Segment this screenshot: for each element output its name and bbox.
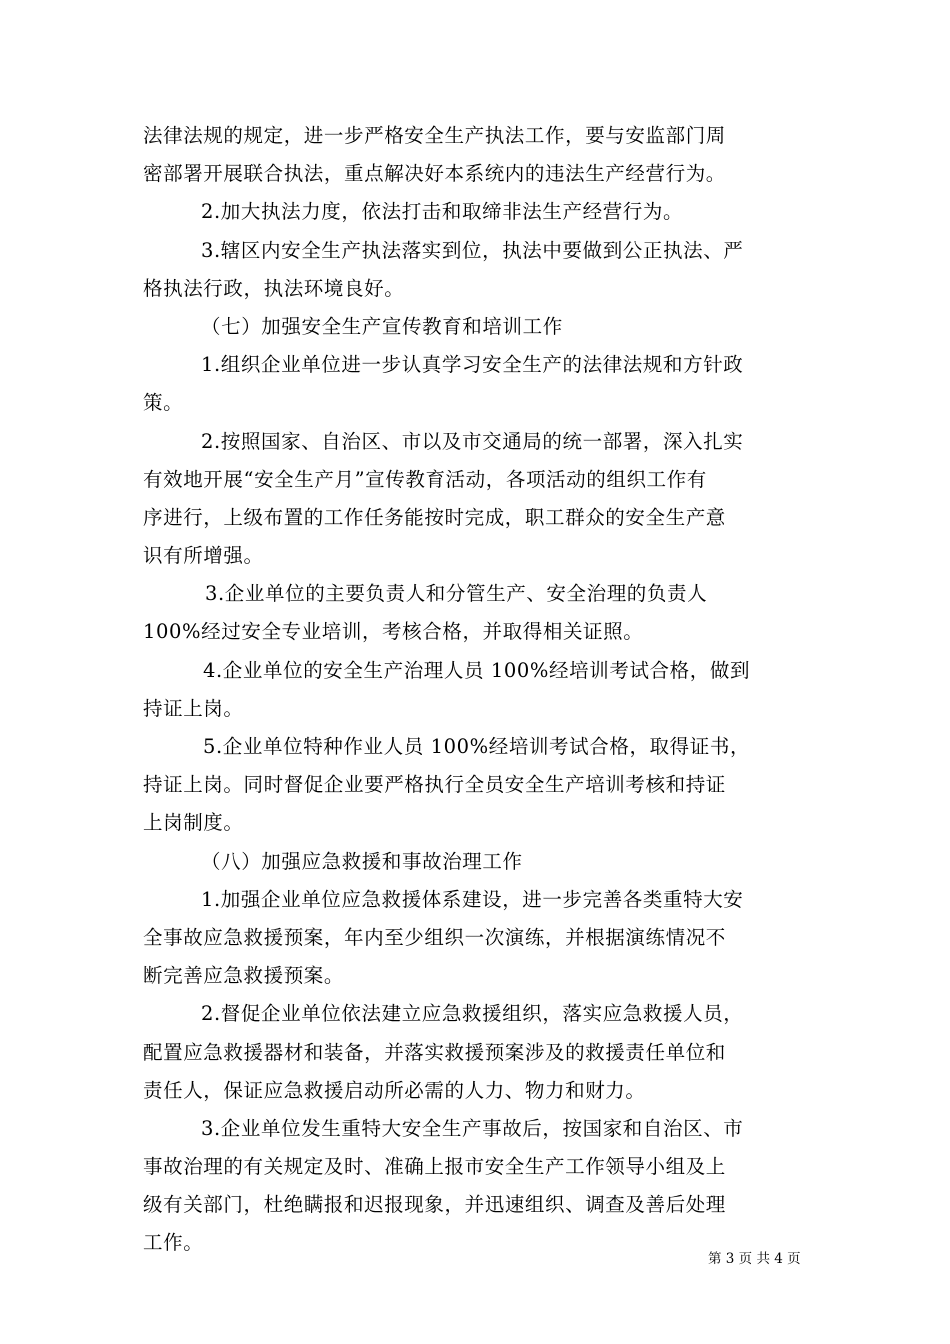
text-line: 4.企业单位的安全生产治理人员 100%经培训考试合格，做到 (203, 658, 751, 682)
text-line: 格执法行政，执法环境良好。 (143, 276, 405, 300)
text-line: 法律法规的规定，进一步严格安全生产执法工作，要与安监部门周 (143, 124, 726, 147)
text-line: 2.加大执法力度，依法打击和取缔非法生产经营行为。 (201, 200, 684, 224)
text-line: 3.企业单位的主要负责人和分管生产、安全治理的负责人 (205, 582, 708, 606)
page-number: 第 3 页 共 4 页 (708, 1251, 801, 1267)
text-line: 级有关部门，杜绝瞒报和迟报现象，并迅速组织、调查及善后处理 (143, 1193, 726, 1217)
text-line: 1.加强企业单位应急救援体系建设，进一步完善各类重特大安 (201, 887, 744, 911)
text-line: 工作。 (143, 1231, 204, 1255)
text-line: 3.辖区内安全生产执法落实到位，执法中要做到公正执法、严 (201, 238, 744, 262)
section-heading: （八）加强应急救援和事故治理工作 (201, 849, 523, 873)
text-line: 有效地开展“安全生产月”宣传教育活动，各项活动的组织工作有 (143, 467, 707, 491)
body-text (143, 117, 808, 1263)
text-line: 识有所增强。 (143, 544, 264, 568)
text-line: 1.组织企业单位进一步认真学习安全生产的法律法规和方针政 (201, 353, 744, 377)
text-line: 5.企业单位特种作业人员 100%经培训考试合格，取得证书， (203, 735, 751, 758)
text-line: 2.督促企业单位依法建立应急救援组织，落实应急救援人员， (201, 1002, 744, 1026)
text-line: 3.企业单位发生重特大安全生产事故后，按国家和自治区、市 (201, 1116, 744, 1140)
text-line: 配置应急救援器材和装备，并落实救援预案涉及的救援责任单位和 (143, 1040, 726, 1064)
text-line: 上岗制度。 (143, 811, 244, 835)
text-line: 密部署开展联合执法，重点解决好本系统内的违法生产经营行为。 (143, 162, 726, 186)
text-line: 断完善应急救援预案。 (143, 964, 345, 988)
text-line: 2.按照国家、自治区、市以及市交通局的统一部署，深入扎实 (201, 429, 744, 453)
text-line: 持证上岗。 (143, 696, 244, 720)
text-line: 序进行，上级布置的工作任务能按时完成，职工群众的安全生产意 (143, 505, 726, 529)
text-line: 策。 (143, 391, 184, 415)
text-line: 责任人，保证应急救援启动所必需的人力、物力和财力。 (143, 1078, 646, 1102)
text-line: 全事故应急救援预案，年内至少组织一次演练，并根据演练情况不 (143, 925, 726, 949)
text-line: 持证上岗。同时督促企业要严格执行全员安全生产培训考核和持证 (143, 773, 726, 797)
text-line: 100%经过安全专业培训，考核合格，并取得相关证照。 (143, 620, 644, 644)
section-heading: （七）加强安全生产宣传教育和培训工作 (201, 314, 563, 338)
text-line: 事故治理的有关规定及时、准确上报市安全生产工作领导小组及上 (143, 1155, 726, 1179)
